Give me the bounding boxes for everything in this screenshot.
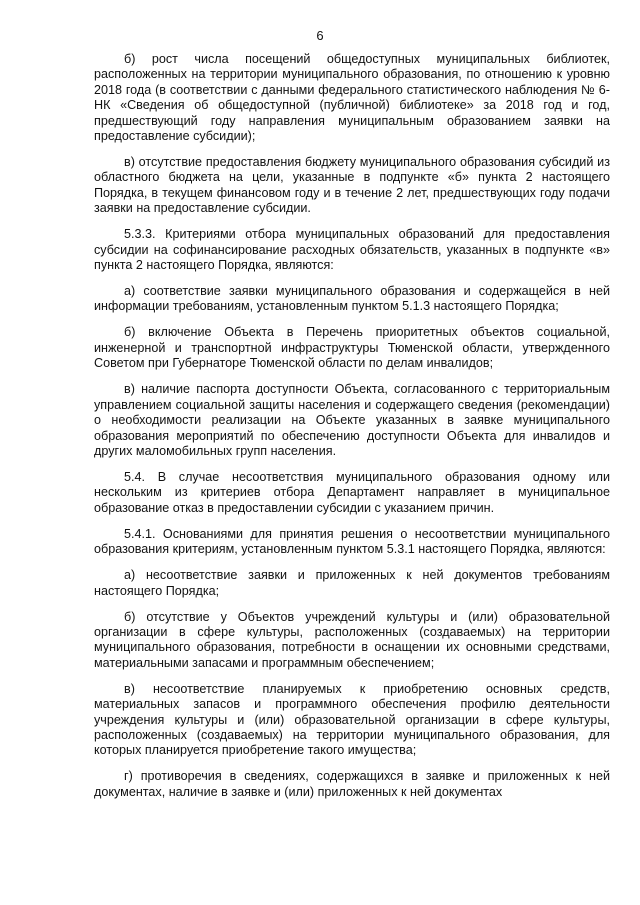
page-number: 6 xyxy=(316,28,324,43)
paragraph: г) противоречия в сведениях, содержащихся в заявке и приложенных к ней документах, наличие в заявке и (или) приложенных к ней документах xyxy=(94,769,610,799)
paragraph: б) рост числа посещений общедоступных муниципальных библиотек, расположенных на территории муниципального образования, по отношению к уровню 2018 года (в соответствии с данными федерального статистического наблюдения № 6-НК «Сведения об общедоступной (публичной) библиотеке» за 2018 год и год, предшествующий году направления муниципальным образованием заявки на предоставление субсидии); xyxy=(94,52,610,144)
paragraph: в) несоответствие планируемых к приобретению основных средств, материальных запасов и программного обеспечения профилю деятельности учреждения культуры и (или) образовательной организации в сфере культуры, расположенных (создаваемых) на территории муниципального образования, для которых планируется приобретение такого имущества; xyxy=(94,681,610,758)
paragraph: б) отсутствие у Объектов учреждений культуры и (или) образовательной организации в сфере культуры, расположенных (создаваемых) на территории муниципального образования, потребности в оснащении их основными средствами, материальными запасами и программным обеспечением; xyxy=(94,609,610,670)
paragraph: 5.4.1. Основаниями для принятия решения о несоответствии муниципального образования критериям, установленным пунктом 5.3.1 настоящего Порядка, являются: xyxy=(94,526,610,557)
paragraph: 5.4. В случае несоответствия муниципального образования одному или нескольким из критериев отбора Департамент направляет в муниципальное образование отказ в предоставлении субсидии с указанием причин. xyxy=(94,469,610,515)
paragraph: в) отсутствие предоставления бюджету муниципального образования субсидий из областного бюджета на цели, указанные в подпункте «б» пункта 2 настоящего Порядка, в текущем финансовом году и в течение 2 лет, предшествующих году подачи заявки на предоставление субсидии. xyxy=(94,155,610,216)
paragraph: в) наличие паспорта доступности Объекта, согласованного с территориальным управлением социальной защиты населения и содержащего сведения (рекомендации) о необходимости реализации на Объекте указанных в заявке муниципального образования мероприятий по обеспечению доступности Объекта для инвалидов и других маломобильных групп населения. xyxy=(94,382,610,458)
paragraph: 5.3.3. Критериями отбора муниципальных образований для предоставления субсидии на софинансирование расходных обязательств, указанных в подпункте «в» пункта 2 настоящего Порядка, являются: xyxy=(94,227,610,273)
document-body xyxy=(94,52,610,800)
paragraph: а) соответствие заявки муниципального образования и содержащейся в ней информации требованиям, установленным пунктом 5.1.3 настоящего Порядка; xyxy=(94,284,610,314)
paragraph: б) включение Объекта в Перечень приоритетных объектов социальной, инженерной и транспортной инфраструктуры Тюменской области, утвержденного Советом при Губернаторе Тюменской области по делам инвалидов; xyxy=(94,325,610,371)
paragraph: а) несоответствие заявки и приложенных к ней документов требованиям настоящего Порядка; xyxy=(94,568,610,598)
